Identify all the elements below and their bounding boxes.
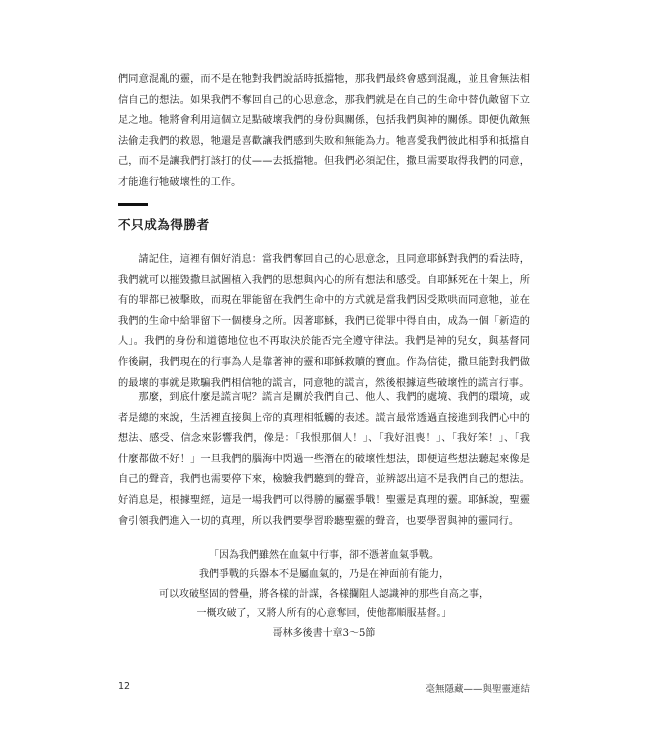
scripture-quote xyxy=(118,546,530,643)
section-divider xyxy=(118,203,148,206)
body-paragraph: 請記住，這裡有個好消息：當我們奪回自己的心思意念，且同意耶穌對我們的看法時，我們就可以摧毀撒旦試圖植入我們的思想與內心的所有想法和感受。自耶穌死在十架上，所有的罪都已被擊敗，而現在罪能留在我們生命中的方式就是當我們因受欺哄而同意牠，並在我們的生命中給罪留下一個棲身之所。因著耶穌，我們已從罪中得自由，成為一個「新造的人」。我們的身份和道德地位也不再取決於能否完全遵守律法。我們是神的兒女，與基督同作後嗣，我們現在的行事為人是靠著神的靈和耶穌救贖的寶血。作為信徒，撒旦能對我們做的最壞的事就是欺騙我們相信牠的謊言，同意牠的謊言，然後根據這些破壞性的謊言行事。 xyxy=(118,254,530,389)
quote-line: 可以攻破堅固的營壘，將各樣的計謀，各樣攔阻人認識神的那些自高之事， xyxy=(159,588,489,600)
section-heading: 不只成為得勝者 xyxy=(118,217,210,232)
quote-line: 一概攻破了，又將人所有的心意奪回，使他都順服基督。」 xyxy=(196,608,452,620)
running-title: 毫無隱藏——與聖靈連結 xyxy=(425,684,530,695)
page-number: 12 xyxy=(118,681,131,692)
body-paragraph: 們同意混亂的靈，而不是在牠對我們說話時抵擋牠，那我們最終會感到混亂，並且會無法相信自己的想法。如果我們不奪回自己的心思意念，那我們就是在自己的生命中替仇敵留下立足之地。牠將會利用這個立足點破壞我們的身份與關係，包括我們與神的關係。即便仇敵無法偷走我們的救恩，牠還是喜歡讓我們感到失敗和無能為力。牠喜愛我們彼此相爭和抵擋自己，而不是讓我們打該打的仗——去抵擋牠。但我們必須記住，撒旦需要取得我們的同意，才能進行牠破壞性的工作。 xyxy=(118,74,530,188)
quote-line: 「因為我們雖然在血氣中行事，卻不憑著血氣爭戰。 xyxy=(209,550,439,561)
body-paragraph: 那麼，到底什麼是謊言呢？謊言是關於我們自己、他人、我們的處境、我們的環境，或者是總的來說，生活裡直接與上帝的真理相牴觸的表述。謊言最常透過直接進到我們心中的想法、感受、信念來影響我們，像是：「我恨那個人！」、「我好沮喪！」、「我好笨！」、「我什麼都做不好！」一旦我們的腦海中閃過一些潛在的破壞性想法，即便這些想法聽起來像是自己的聲音，我們也需要停下來，檢驗我們聽到的聲音，並辨認出這不是我們自己的想法。好消息是，根據聖經，這是一場我們可以得勝的屬靈爭戰！聖靈是真理的靈。耶穌說，聖靈會引領我們進入一切的真理，所以我們要學習聆聽聖靈的聲音，也要學習與神的靈同行。 xyxy=(118,392,530,527)
quote-citation: 哥林多後書十章3～5節 xyxy=(272,627,376,639)
quote-line: 我們爭戰的兵器本不是屬血氣的，乃是在神面前有能力， xyxy=(199,569,449,581)
